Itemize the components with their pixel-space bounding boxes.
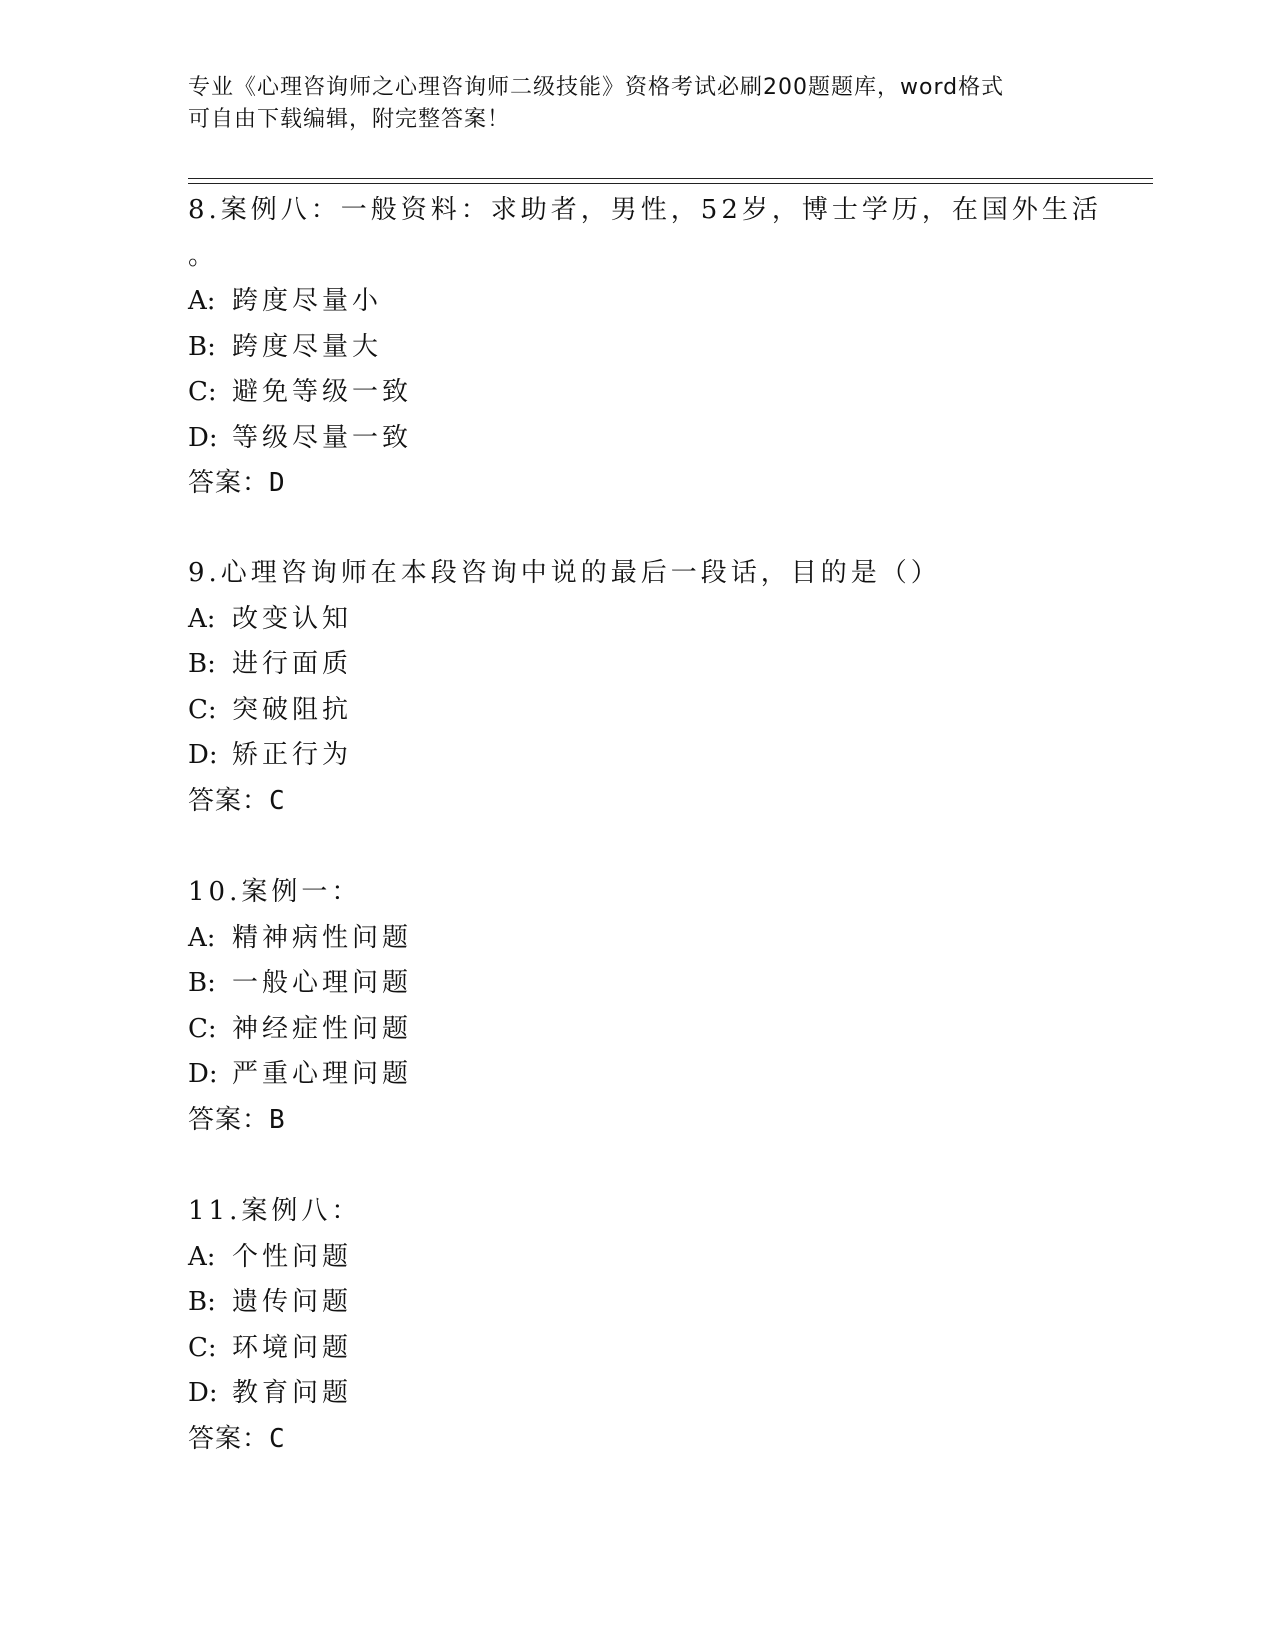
option-label: D: bbox=[188, 422, 218, 453]
answer-value: B bbox=[269, 1104, 286, 1135]
question-stem: 9.心理咨询师在本段咨询中说的最后一段话，目的是（） bbox=[188, 558, 941, 588]
question-8 bbox=[188, 188, 1102, 507]
document-header bbox=[188, 72, 1088, 136]
answer-label: 答案： bbox=[188, 785, 270, 816]
answer-value: C bbox=[269, 785, 286, 816]
option-text: 跨度尽量小 bbox=[232, 286, 383, 316]
option-label: D: bbox=[188, 1378, 218, 1408]
option-d bbox=[188, 733, 1088, 779]
question-stem: 10.案例一： bbox=[188, 877, 362, 907]
answer-line bbox=[188, 1417, 1088, 1463]
option-text: 等级尽量一致 bbox=[232, 422, 413, 453]
option-text: 精神病性问题 bbox=[232, 922, 413, 953]
option-b bbox=[188, 325, 1088, 371]
option-text: 进行面质 bbox=[232, 649, 353, 679]
option-label: A: bbox=[188, 922, 216, 953]
option-c bbox=[188, 688, 1088, 734]
option-text: 严重心理问题 bbox=[232, 1059, 413, 1089]
option-a bbox=[188, 597, 1088, 643]
option-label: C: bbox=[188, 377, 217, 407]
option-a bbox=[188, 1235, 1088, 1281]
option-text: 矫正行为 bbox=[232, 740, 353, 770]
answer-line bbox=[188, 1098, 1088, 1144]
option-text: 神经症性问题 bbox=[232, 1013, 413, 1044]
option-text: 教育问题 bbox=[232, 1378, 353, 1408]
option-label: C: bbox=[188, 1332, 217, 1363]
answer-value: D bbox=[269, 468, 286, 498]
option-label: B: bbox=[188, 649, 216, 679]
question-stem: 11.案例八： bbox=[188, 1196, 362, 1226]
option-c bbox=[188, 1007, 1088, 1053]
option-text: 遗传问题 bbox=[232, 1287, 353, 1317]
question-stem-continuation: 。 bbox=[188, 240, 219, 271]
question-10 bbox=[188, 870, 1088, 1143]
answer-label: 答案： bbox=[188, 468, 270, 498]
answer-line bbox=[188, 461, 1088, 507]
answer-label: 答案： bbox=[188, 1423, 270, 1454]
option-b bbox=[188, 1280, 1088, 1326]
question-11 bbox=[188, 1189, 1088, 1462]
header-line-1: 专业《心理咨询师之心理咨询师二级技能》资格考试必刷200题题库，word格式 bbox=[188, 75, 1005, 100]
option-text: 环境问题 bbox=[232, 1332, 353, 1363]
question-9 bbox=[188, 551, 1088, 824]
option-c bbox=[188, 370, 1088, 416]
option-label: A: bbox=[188, 286, 216, 316]
option-label: A: bbox=[188, 603, 216, 634]
option-label: A: bbox=[188, 1241, 216, 1272]
option-d bbox=[188, 416, 1088, 462]
option-text: 个性问题 bbox=[232, 1241, 353, 1272]
question-stem: 8.案例八：一般资料：求助者，男性，52岁，博士学历，在国外生活 bbox=[188, 195, 1102, 225]
option-label: C: bbox=[188, 694, 217, 725]
header-line-2: 可自由下载编辑，附完整答案！ bbox=[188, 107, 511, 132]
option-label: C: bbox=[188, 1013, 217, 1044]
option-d bbox=[188, 1052, 1088, 1098]
answer-line bbox=[188, 779, 1088, 825]
answer-label: 答案： bbox=[188, 1104, 270, 1135]
answer-value: C bbox=[269, 1423, 286, 1454]
option-label: D: bbox=[188, 740, 218, 770]
option-text: 跨度尽量大 bbox=[232, 331, 383, 362]
option-b bbox=[188, 642, 1088, 688]
option-text: 避免等级一致 bbox=[232, 377, 413, 407]
option-text: 突破阻抗 bbox=[232, 694, 353, 725]
option-label: B: bbox=[188, 331, 216, 362]
option-d bbox=[188, 1371, 1088, 1417]
option-text: 一般心理问题 bbox=[232, 968, 413, 998]
option-label: D: bbox=[188, 1059, 218, 1089]
header-divider-bottom bbox=[188, 183, 1153, 184]
option-label: B: bbox=[188, 1287, 216, 1317]
option-b bbox=[188, 961, 1088, 1007]
option-a bbox=[188, 916, 1088, 962]
option-label: B: bbox=[188, 968, 216, 998]
header-divider-top bbox=[188, 178, 1153, 179]
option-c bbox=[188, 1326, 1088, 1372]
option-text: 改变认知 bbox=[232, 603, 353, 634]
option-a bbox=[188, 279, 1088, 325]
